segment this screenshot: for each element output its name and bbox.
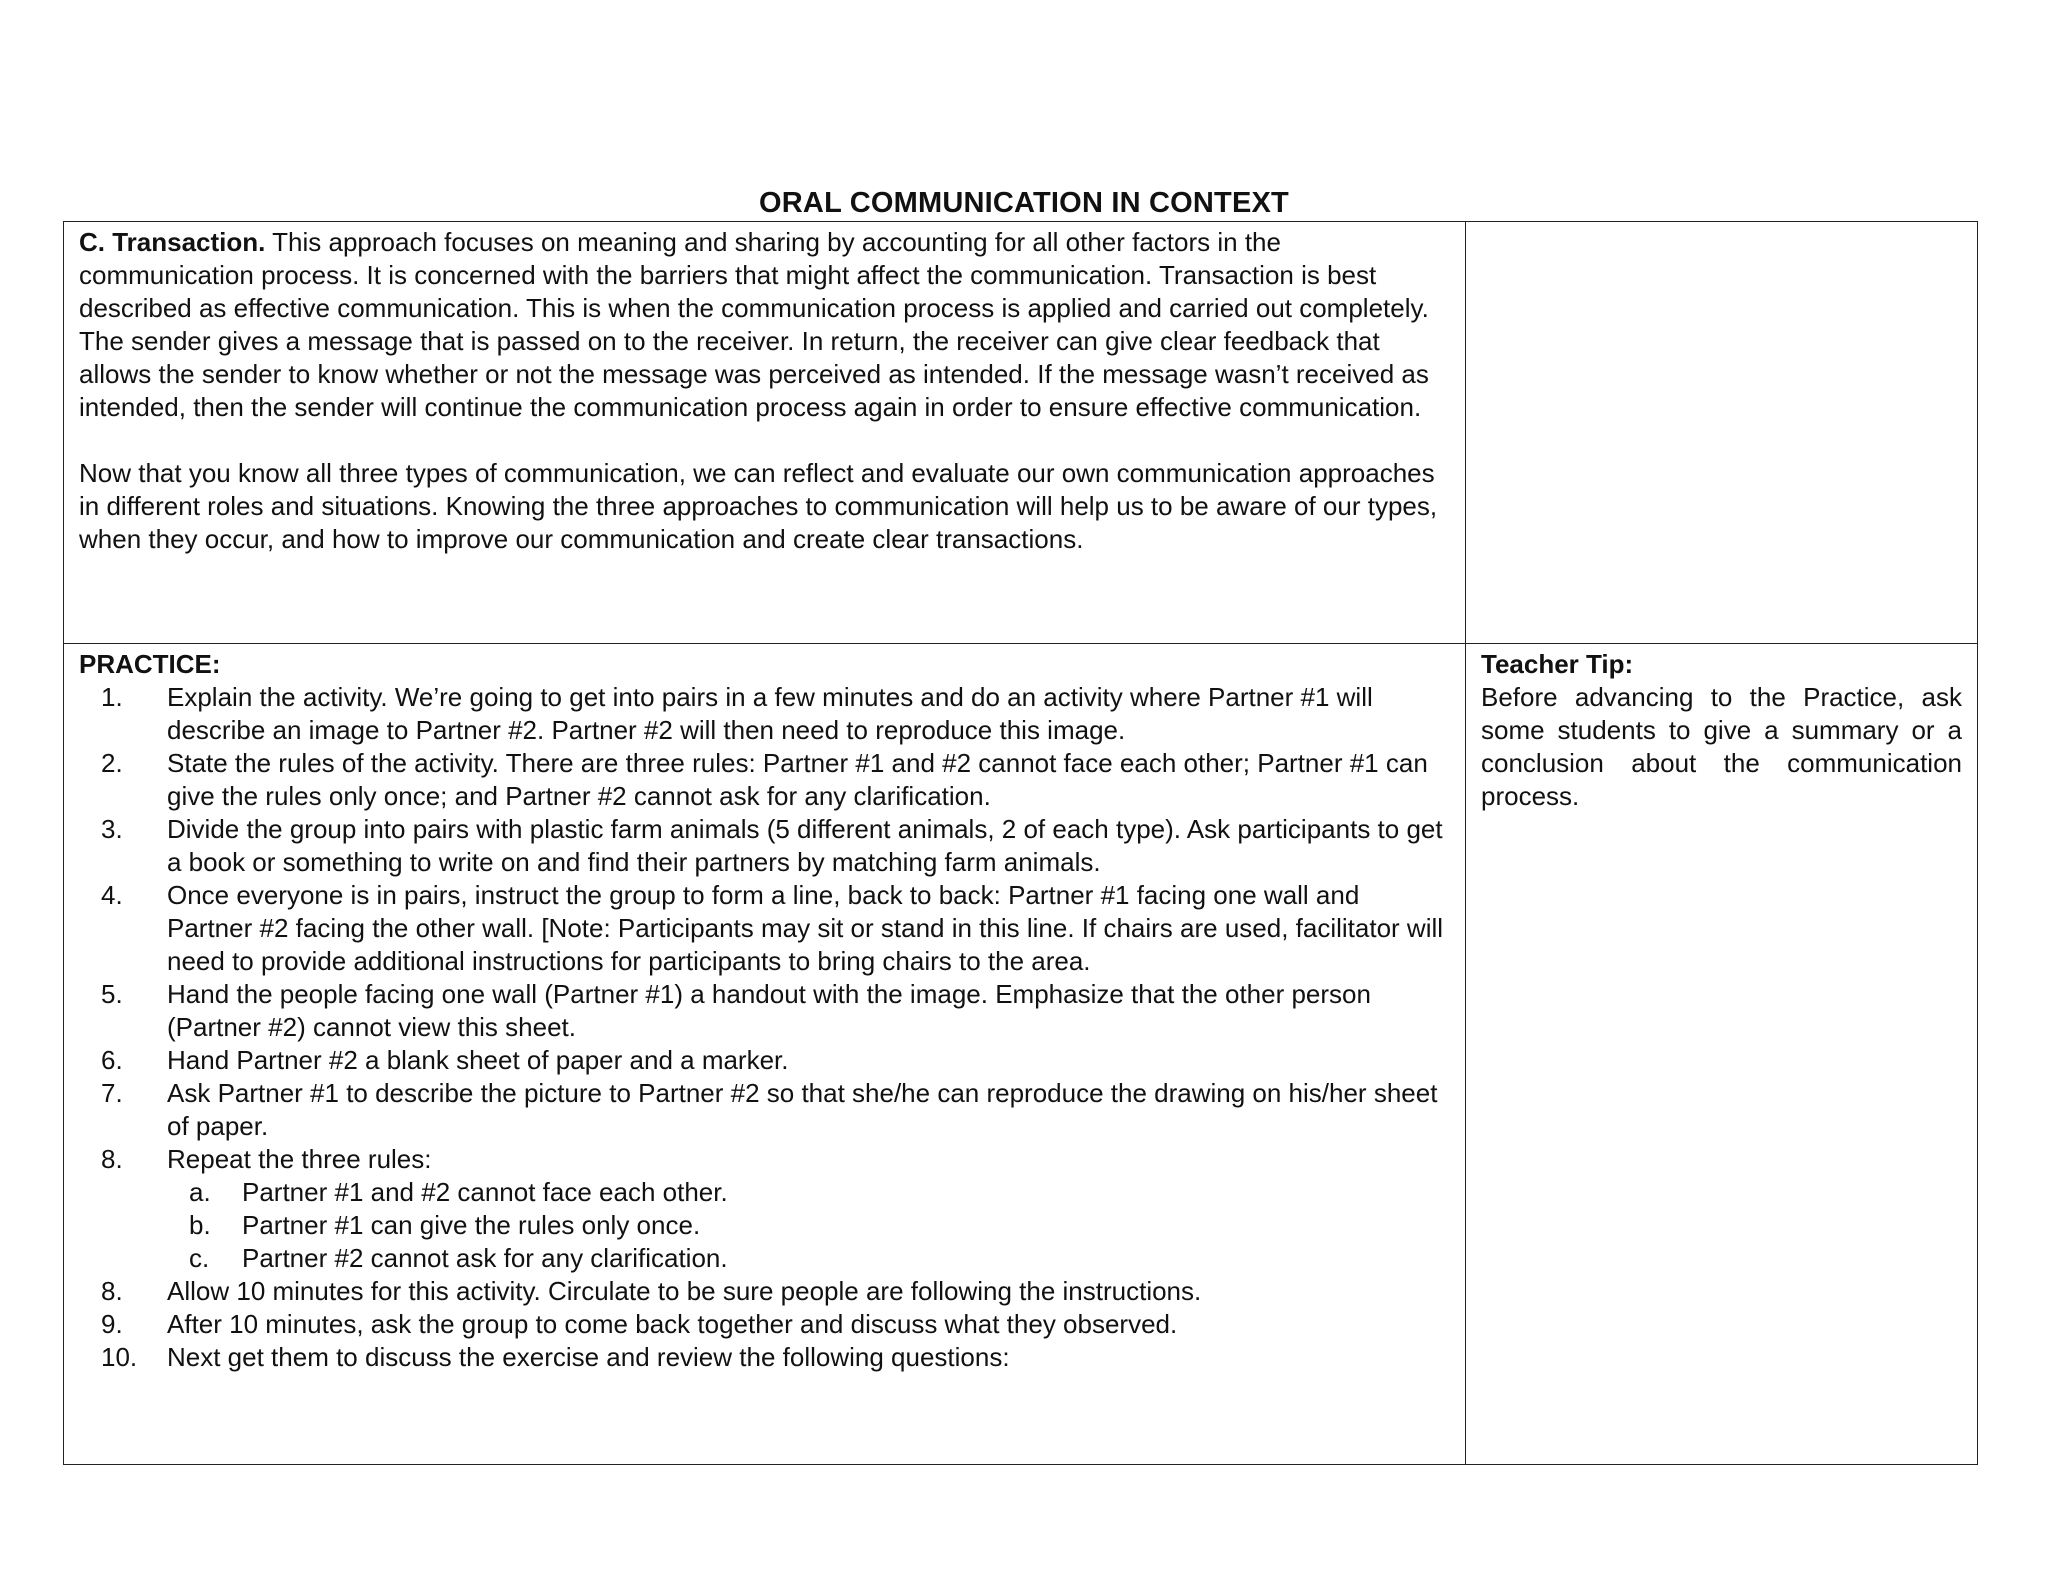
step-text: Hand the people facing one wall (Partner #1) a handout with the image. Emphasize that the other person (Partner #2) cannot view this sheet. — [167, 979, 1371, 1042]
rule-letter: b. — [189, 1210, 211, 1240]
practice-heading: PRACTICE: — [79, 649, 221, 679]
reflection-paragraph: Now that you know all three types of communication, we can reflect and evaluate our own communication approaches in different roles and situations. Knowing the three approaches to communication will help us to be aware of our types, when they occur, and how to improve our communication and create clear transactions. — [79, 458, 1438, 554]
step-number: 7. — [101, 1078, 123, 1108]
step-text: Ask Partner #1 to describe the picture to Partner #2 so that she/he can reproduce the drawing on his/her sheet of paper. — [167, 1078, 1438, 1141]
list-item — [79, 1077, 1450, 1143]
table-row — [64, 222, 1978, 644]
step-number: 3. — [101, 814, 123, 844]
rule-letter: a. — [189, 1177, 211, 1207]
step-number: 1. — [101, 682, 123, 712]
step-text: Once everyone is in pairs, instruct the group to form a line, back to back: Partner #1 facing one wall and Partner #2 facing the other wall. [Note: Participants may sit or stand in this line. If chairs are used, facilitator will need to provide additional instructions for participants to bring chairs to the area. — [167, 880, 1444, 976]
step-text: Divide the group into pairs with plastic farm animals (5 different animals, 2 of each type). Ask participants to get a book or something to write on and find their partners by matching farm animals. — [167, 814, 1443, 877]
list-item — [79, 1044, 1450, 1077]
practice-steps — [79, 681, 1450, 1374]
rules-sublist — [167, 1176, 1450, 1275]
transaction-paragraph — [79, 226, 1450, 424]
teacher-tip-body: Before advancing to the Practice, ask some students to give a summary or a conclusion about the communication process. — [1481, 682, 1962, 811]
list-item — [79, 747, 1450, 813]
step-number: 5. — [101, 979, 123, 1009]
rule-text: Partner #1 and #2 cannot face each other. — [242, 1177, 728, 1207]
teacher-tip-heading: Teacher Tip: — [1481, 649, 1634, 679]
empty-side-cell — [1466, 222, 1978, 644]
list-item — [79, 813, 1450, 879]
step-text: State the rules of the activity. There are three rules: Partner #1 and #2 cannot face each other; Partner #1 can give the rules only once; and Partner #2 cannot ask for any clarification. — [167, 748, 1428, 811]
list-item — [79, 1308, 1450, 1341]
transaction-body: This approach focuses on meaning and sharing by accounting for all other factors in the communication process. It is concerned with the barriers that might affect the communication. Transaction is best described as effective communication. This is when the communication process is applied and carried out completely. The sender gives a message that is passed on to the receiver. In return, the receiver can give clear feedback that allows the sender to know whether or not the message was perceived as intended. If the message wasn’t received as intended, then the sender will continue the communication process again in order to ensure effective communication. — [79, 227, 1429, 422]
transaction-cell — [64, 222, 1466, 644]
step-text: Explain the activity. We’re going to get into pairs in a few minutes and do an activity where Partner #1 will describe an image to Partner #2. Partner #2 will then need to reproduce this image. — [167, 682, 1373, 745]
step-text: Repeat the three rules: — [167, 1144, 432, 1174]
lesson-table — [63, 221, 1978, 1465]
step-number: 10. — [101, 1342, 138, 1372]
list-item — [79, 681, 1450, 747]
table-row — [64, 644, 1978, 1465]
list-item — [79, 1275, 1450, 1308]
page-title: ORAL COMMUNICATION IN CONTEXT — [759, 187, 1289, 219]
step-number: 4. — [101, 880, 123, 910]
step-number: 8. — [101, 1276, 123, 1306]
rule-text: Partner #2 cannot ask for any clarification. — [242, 1243, 728, 1273]
teacher-tip-cell — [1466, 644, 1978, 1465]
step-text: Hand Partner #2 a blank sheet of paper and a marker. — [167, 1045, 789, 1075]
step-number: 9. — [101, 1309, 123, 1339]
list-item — [79, 978, 1450, 1044]
list-item — [79, 1143, 1450, 1275]
list-item — [167, 1242, 1450, 1275]
rule-letter: c. — [189, 1243, 210, 1273]
step-text: After 10 minutes, ask the group to come back together and discuss what they observed. — [167, 1309, 1178, 1339]
list-item — [167, 1176, 1450, 1209]
list-item — [79, 1341, 1450, 1374]
list-item — [79, 879, 1450, 978]
step-number: 2. — [101, 748, 123, 778]
step-number: 6. — [101, 1045, 123, 1075]
step-number: 8. — [101, 1144, 123, 1174]
rule-text: Partner #1 can give the rules only once. — [242, 1210, 701, 1240]
step-text: Next get them to discuss the exercise and review the following questions: — [167, 1342, 1010, 1372]
transaction-lead: C. Transaction. — [79, 227, 266, 257]
list-item — [167, 1209, 1450, 1242]
step-text: Allow 10 minutes for this activity. Circulate to be sure people are following the instructions. — [167, 1276, 1202, 1306]
practice-cell — [64, 644, 1466, 1465]
